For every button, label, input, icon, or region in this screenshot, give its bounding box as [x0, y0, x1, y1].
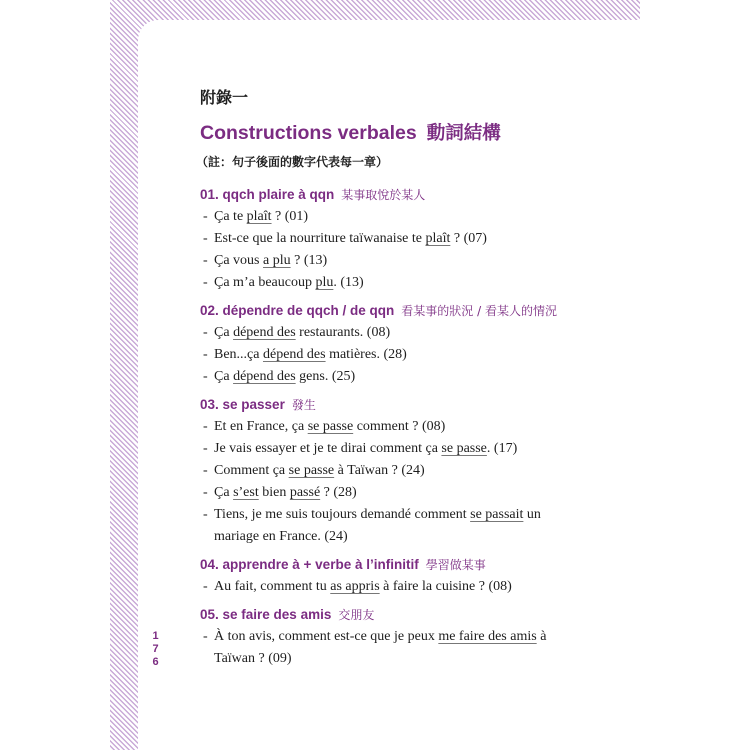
example-sentence — [214, 576, 620, 598]
section-heading-zh: 學習做某事 — [425, 558, 486, 572]
section-heading-fr: 04. apprendre à + verbe à l’infinitif — [200, 557, 419, 572]
bullet-dash: - — [203, 347, 208, 362]
page-title — [200, 119, 501, 147]
section-01 — [200, 184, 620, 294]
sentence-text: ? (28) — [320, 485, 357, 500]
example-item — [200, 272, 620, 294]
example-line — [214, 366, 620, 388]
bullet-dash: - — [203, 579, 208, 594]
underlined-phrase: a plu — [263, 253, 291, 268]
sentence-text: Et en France, ça — [214, 419, 308, 434]
sentence-text: gens. (25) — [295, 369, 356, 384]
underlined-phrase: dépend des — [233, 325, 296, 340]
example-item — [200, 322, 620, 344]
section-heading-zh: 發生 — [291, 398, 316, 412]
example-item — [200, 344, 620, 366]
example-item — [200, 482, 620, 504]
bullet-dash: - — [203, 253, 208, 268]
example-sentence — [214, 626, 620, 670]
sentence-text: À ton avis, comment est-ce que je peux — [214, 629, 439, 644]
bullet-dash: - — [203, 463, 208, 478]
section-heading-fr: 02. dépendre de qqch / de qqn — [200, 303, 395, 318]
sentence-text: Ça — [214, 485, 234, 500]
sentence-text: Est-ce que la nourriture taïwanaise te — [214, 231, 426, 246]
example-line — [214, 206, 620, 228]
section-05 — [200, 604, 620, 670]
underlined-phrase: me faire des amis — [438, 629, 537, 644]
section-heading-fr: 03. se passer — [200, 397, 285, 412]
example-item — [200, 460, 620, 482]
example-sentence — [214, 228, 620, 250]
sentence-text: ? (01) — [271, 209, 309, 224]
section-heading — [200, 394, 620, 416]
bullet-dash: - — [203, 231, 208, 246]
example-line — [214, 460, 620, 482]
section-04 — [200, 554, 620, 598]
underlined-phrase: se passe — [288, 463, 335, 478]
sentence-text: à Taïwan ? (24) — [334, 463, 425, 478]
example-line — [214, 272, 620, 294]
sentence-text: comment ? (08) — [353, 419, 446, 434]
example-item — [200, 366, 620, 388]
bullet-dash: - — [203, 485, 208, 500]
example-sentence — [214, 344, 620, 366]
page-title-fr: Constructions verbales — [200, 122, 417, 144]
example-line — [214, 250, 620, 272]
underlined-phrase: as appris — [330, 579, 380, 594]
example-sentence — [214, 438, 620, 460]
bullet-dash: - — [203, 369, 208, 384]
bullet-dash: - — [203, 325, 208, 340]
underlined-phrase: dépend des — [262, 347, 326, 362]
sentence-text: Au fait, comment tu — [214, 579, 331, 594]
example-sentence — [214, 250, 620, 272]
sentence-text: à faire la cuisine ? (08) — [379, 579, 512, 594]
example-sentence — [214, 366, 620, 388]
underlined-phrase: se passe — [307, 419, 354, 434]
example-sentence — [214, 504, 620, 548]
underlined-phrase: plaît — [425, 231, 451, 246]
sentence-text: mariage en France. (24) — [214, 529, 348, 544]
example-sentence — [214, 322, 620, 344]
example-item — [200, 504, 620, 548]
section-heading-zh: 某事取悅於某人 — [341, 188, 426, 202]
underlined-phrase: passé — [289, 485, 321, 500]
sentence-text: Comment ça — [214, 463, 289, 478]
sentence-text: Ça — [214, 369, 234, 384]
sentence-text: Ça — [214, 325, 234, 340]
example-line — [214, 482, 620, 504]
section-02 — [200, 300, 620, 388]
example-line — [214, 526, 620, 548]
sentence-text: un — [523, 507, 541, 522]
section-heading-fr: 01. qqch plaire à qqn — [200, 187, 335, 202]
bullet-dash: - — [203, 507, 208, 522]
sentence-text: matières. (28) — [325, 347, 407, 362]
example-item — [200, 206, 620, 228]
sentence-text: Taïwan ? (09) — [214, 651, 292, 666]
example-line — [214, 648, 620, 670]
bullet-dash: - — [203, 441, 208, 456]
underlined-phrase: plu — [315, 275, 334, 290]
page-title-zh: 動詞結構 — [426, 122, 501, 143]
example-line — [214, 344, 620, 366]
sentence-text: à — [536, 629, 547, 644]
sentence-text: bien — [258, 485, 290, 500]
example-item — [200, 576, 620, 598]
example-item — [200, 626, 620, 670]
section-heading — [200, 184, 620, 206]
section-heading-zh: 交朋友 — [338, 608, 375, 622]
section-03 — [200, 394, 620, 548]
example-sentence — [214, 272, 620, 294]
bullet-dash: - — [203, 275, 208, 290]
example-line — [214, 438, 620, 460]
underlined-phrase: se passait — [470, 507, 524, 522]
example-line — [214, 504, 620, 526]
example-line — [214, 228, 620, 250]
sentence-text: Je vais essayer et je te dirai comment ça — [214, 441, 442, 456]
appendix-label: 附錄一 — [200, 88, 249, 107]
example-line — [214, 626, 620, 648]
section-heading — [200, 554, 620, 576]
sentence-text: Tiens, je me suis toujours demandé comment — [214, 507, 471, 522]
example-sentence — [214, 206, 620, 228]
example-item — [200, 250, 620, 272]
section-heading-zh: 看某事的狀況 / 看某人的情況 — [401, 304, 557, 318]
example-line — [214, 576, 620, 598]
example-sentence — [214, 460, 620, 482]
sentence-text: restaurants. (08) — [295, 325, 391, 340]
underlined-phrase: s’est — [233, 485, 259, 500]
verb-constructions-list — [200, 184, 620, 670]
sentence-text: Ça m’a beaucoup — [214, 275, 316, 290]
bullet-dash: - — [203, 629, 208, 644]
underlined-phrase: se passe — [441, 441, 487, 456]
underlined-phrase: plaît — [246, 209, 272, 224]
sentence-text: Ça te — [214, 209, 247, 224]
sentence-text: . (13) — [333, 275, 364, 290]
bullet-dash: - — [203, 419, 208, 434]
section-heading-fr: 05. se faire des amis — [200, 607, 332, 622]
section-heading — [200, 300, 620, 322]
sentence-text: ? (13) — [290, 253, 328, 268]
example-sentence — [214, 482, 620, 504]
sentence-text: ? (07) — [450, 231, 487, 246]
page-number: 176 — [152, 630, 159, 668]
underlined-phrase: dépend des — [233, 369, 296, 384]
example-item — [200, 228, 620, 250]
example-line — [214, 416, 620, 438]
sentence-text: Ben...ça — [214, 347, 263, 362]
chapter-number-note: （註：句子後面的數字代表每一章） — [196, 155, 389, 169]
section-heading — [200, 604, 620, 626]
example-item — [200, 416, 620, 438]
sentence-text: . (17) — [486, 441, 518, 456]
example-sentence — [214, 416, 620, 438]
example-line — [214, 322, 620, 344]
bullet-dash: - — [203, 209, 208, 224]
sentence-text: Ça vous — [214, 253, 263, 268]
example-item — [200, 438, 620, 460]
